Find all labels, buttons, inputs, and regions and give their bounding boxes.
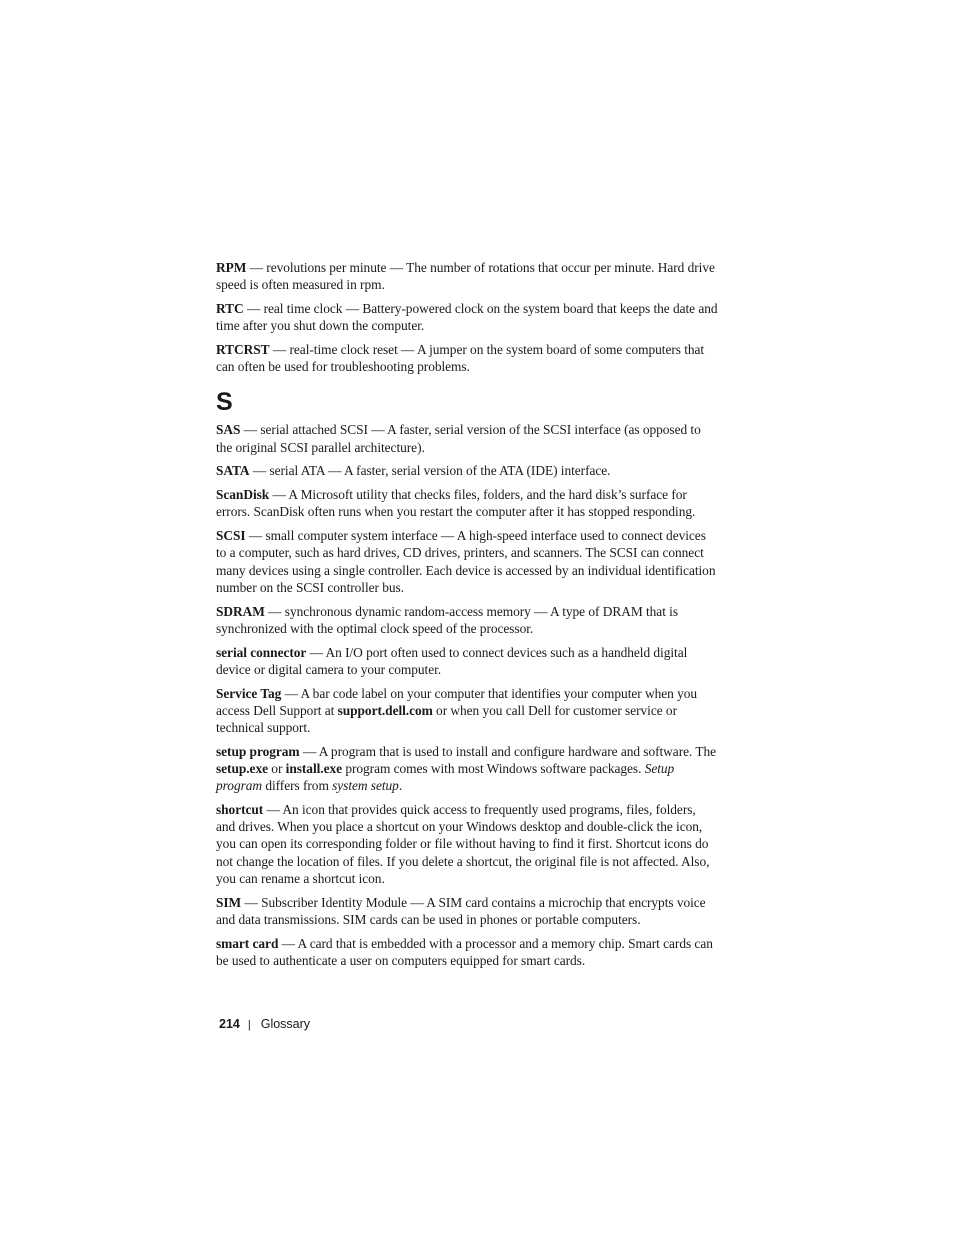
glossary-entry [216, 935, 718, 969]
definition-text: — A card that is embedded with a processor and a memory chip. Smart cards can be used to authenticate a user on computers equipped for smart cards. [216, 935, 713, 968]
section-heading: S [216, 388, 233, 417]
definition-text: — small computer system interface — A high-speed interface used to connect devices to a computer, such as hard drives, CD drives, printers, and scanners. The SCSI can connect many devices using a single controller. Each device is accessed by an individual identification number on the SCSI controller bus. [216, 528, 716, 595]
glossary-entry [216, 801, 718, 887]
glossary-content [216, 259, 718, 976]
glossary-term: ScanDisk [216, 487, 270, 503]
definition-text: or when you call Dell for customer service or technical support. [216, 702, 677, 736]
emphasis-bold: setup.exe [216, 761, 268, 777]
definition-text: — A bar code label on your computer that identifies your computer when you access Dell Support at [216, 685, 698, 718]
glossary-entry [216, 341, 718, 375]
emphasis-italic: system setup [332, 778, 399, 794]
glossary-entry [216, 685, 718, 737]
glossary-entry [216, 894, 718, 928]
glossary-entry [216, 259, 718, 293]
emphasis-italic: Setup program [216, 761, 675, 794]
definition-text: — Subscriber Identity Module — A SIM card contains a microchip that encrypts voice and data transmissions. SIM cards can be used in phones or portable computers. [216, 894, 706, 927]
definition-text: program comes with most Windows software packages. [342, 761, 645, 777]
definition-text: or [268, 761, 286, 777]
definition-text: — A Microsoft utility that checks files, folders, and the hard disk’s surface for errors. ScanDisk often runs when you restart the computer after it has stopped responding. [216, 487, 696, 520]
glossary-entry [216, 300, 718, 334]
definition-text: — synchronous dynamic random-access memory — A type of DRAM that is synchronized with the optimal clock speed of the processor. [216, 603, 678, 636]
definition-text: — revolutions per minute — The number of rotations that occur per minute. Hard drive speed is often measured in rpm. [216, 260, 715, 293]
glossary-term: smart card [216, 935, 279, 951]
glossary-term: SDRAM [216, 603, 265, 619]
page-footer [219, 1014, 310, 1035]
glossary-term: SATA [216, 463, 250, 479]
glossary-term: SAS [216, 422, 241, 438]
definition-text: — A program that is used to install and configure hardware and software. The [299, 743, 717, 759]
definition-text: — An icon that provides quick access to frequently used programs, files, folders, and drives. When you place a shortcut on your Windows desktop and double-click the icon, you can open its corresponding folder or file without having to find it first. Shortcut icons do not change the location of files. If you delete a shortcut, the original file is not affected. Also, you can rename a shortcut icon. [216, 802, 710, 886]
glossary-entry [216, 421, 718, 455]
glossary-entry [216, 644, 718, 678]
glossary-term: shortcut [216, 802, 264, 818]
glossary-term: RPM [216, 260, 247, 275]
glossary-term: setup program [216, 743, 300, 759]
glossary-term: serial connector [216, 644, 307, 660]
footer-separator: | [247, 1019, 251, 1031]
glossary-term: RTC [216, 301, 244, 316]
definition-text: — real time clock — Battery-powered clock on the system board that keeps the date and time after you shut down the computer. [216, 301, 718, 334]
glossary-group-r [216, 259, 718, 375]
definition-text: differs from [262, 778, 333, 794]
glossary-entry [216, 743, 718, 795]
definition-text: — real-time clock reset — A jumper on the system board of some computers that can often be used for troubleshooting problems. [216, 342, 705, 375]
page-number: 214 [219, 1017, 240, 1031]
definition-text: . [398, 778, 403, 794]
glossary-entry [216, 486, 718, 520]
definition-text: — An I/O port often used to connect devices such as a handheld digital device or digital camera to your computer. [216, 644, 688, 677]
glossary-entry [216, 603, 718, 637]
glossary-term: Service Tag [216, 685, 282, 701]
definition-text: — serial attached SCSI — A faster, serial version of the SCSI interface (as opposed to the original SCSI parallel architecture). [216, 422, 701, 455]
glossary-term: SCSI [216, 528, 246, 544]
glossary-term: SIM [216, 894, 242, 910]
footer-section-title: Glossary [260, 1017, 311, 1031]
emphasis-bold: support.dell.com [337, 702, 433, 718]
emphasis-bold: install.exe [285, 761, 343, 777]
definition-text: — serial ATA — A faster, serial version of the ATA (IDE) interface. [249, 463, 611, 479]
glossary-term: RTCRST [216, 342, 270, 357]
glossary-entry [216, 527, 718, 596]
glossary-entry [216, 462, 718, 479]
glossary-group-s [216, 421, 718, 969]
